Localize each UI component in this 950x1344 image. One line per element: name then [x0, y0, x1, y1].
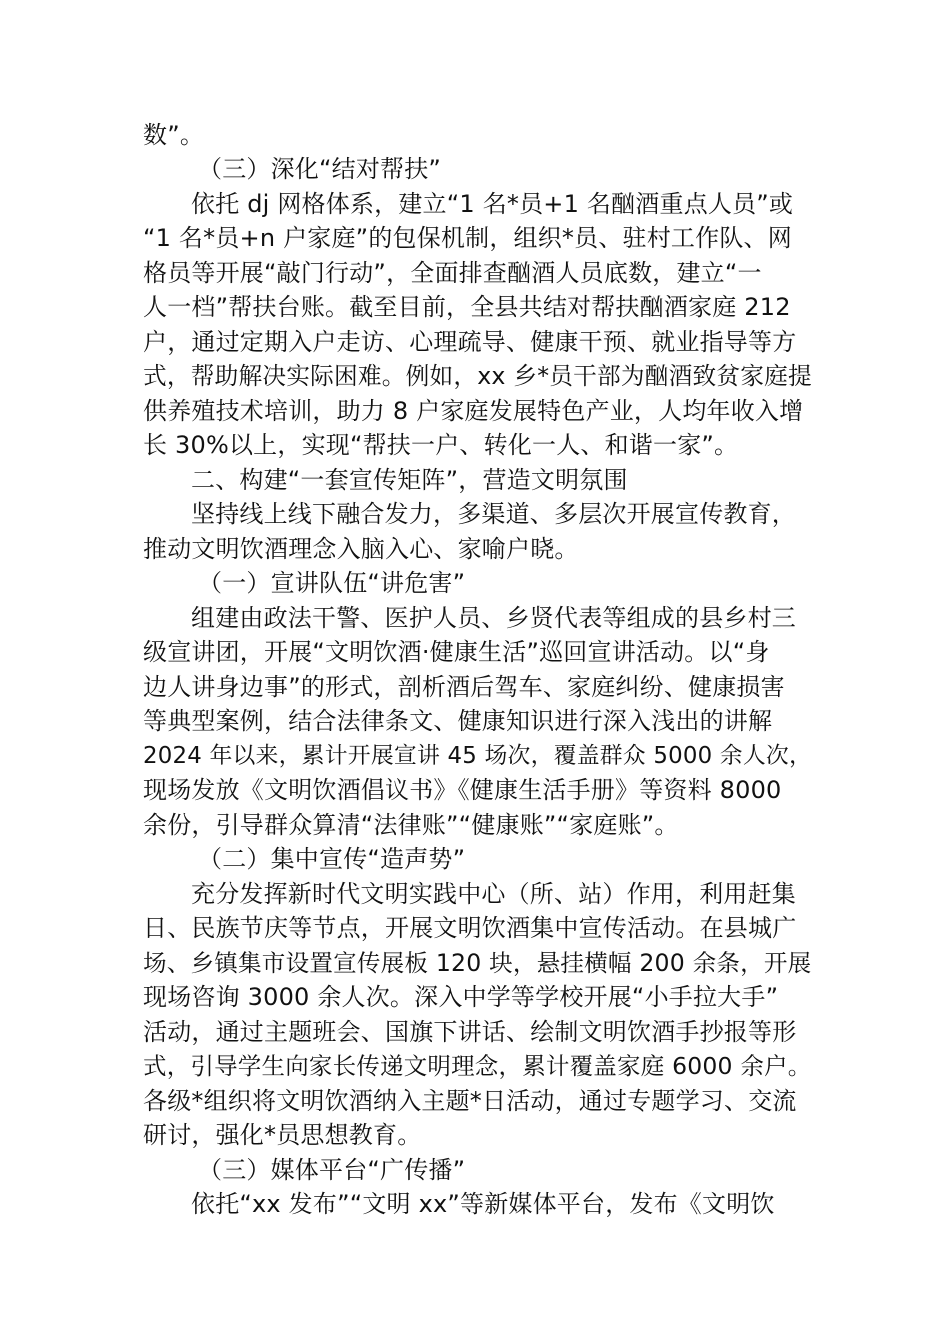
paragraph-line: 坚持线上线下融合发力，多渠道、多层次开展宣传教育， [191, 500, 796, 528]
paragraph-line: 各级*组织将文明饮酒纳入主题*日活动，通过专题学习、交流 [143, 1087, 797, 1115]
section-heading: （一）宣讲队伍“讲危害” [198, 569, 466, 597]
paragraph-line: 等典型案例，结合法律条文、健康知识进行深入浅出的讲解 [143, 707, 773, 735]
chapter-heading: 二、构建“一套宣传矩阵”，营造文明氛围 [191, 466, 628, 494]
paragraph-line: 数”。 [143, 121, 205, 149]
paragraph-line: 日、民族节庆等节点，开展文明饮酒集中宣传活动。在县城广 [143, 914, 797, 942]
paragraph-line: 活动，通过主题班会、国旗下讲话、绘制文明饮酒手抄报等形 [143, 1018, 797, 1046]
paragraph-line: 充分发挥新时代文明实践中心（所、站）作用，利用赶集 [191, 880, 796, 908]
paragraph-line: 户，通过定期入户走访、心理疏导、健康干预、就业指导等方 [143, 328, 797, 356]
section-heading: （二）集中宣传“造声势” [198, 845, 466, 873]
paragraph-line: 依托 dj 网格体系，建立“1 名*员+1 名酗酒重点人员”或 [191, 190, 794, 218]
paragraph-line: 2024 年以来，累计开展宣讲 45 场次，覆盖群众 5000 余人次， [143, 743, 813, 769]
section-heading: （三）媒体平台“广传播” [198, 1156, 466, 1184]
section-heading: （三）深化“结对帮扶” [198, 155, 442, 183]
paragraph-line: 人一档”帮扶台账。截至目前，全县共结对帮扶酗酒家庭 212 [143, 293, 791, 321]
paragraph-line: 供养殖技术培训，助力 8 户家庭发展特色产业，人均年收入增 [143, 397, 804, 425]
paragraph-line: 式，引导学生向家长传递文明理念，累计覆盖家庭 6000 余户。 [143, 1052, 812, 1080]
paragraph-line: 格员等开展“敲门行动”，全面排查酗酒人员底数，建立“一 [143, 259, 762, 287]
paragraph-line: 式，帮助解决实际困难。例如，xx 乡*员干部为酗酒致贫家庭提 [143, 362, 812, 390]
paragraph-line: 余份，引导群众算清“法律账”“健康账”“家庭账”。 [143, 811, 679, 839]
paragraph-line: 现场咨询 3000 余人次。深入中学等学校开展“小手拉大手” [143, 983, 779, 1011]
paragraph-line: “1 名*员+n 户家庭”的包保机制，组织*员、驻村工作队、网 [143, 224, 792, 252]
paragraph-line: 级宣讲团，开展“文明饮酒·健康生活”巡回宣讲活动。以“身 [143, 638, 770, 666]
paragraph-line: 研讨，强化*员思想教育。 [143, 1121, 422, 1149]
paragraph-line: 推动文明饮酒理念入脑入心、家喻户晓。 [143, 535, 579, 563]
paragraph-line: 长 30%以上，实现“帮扶一户、转化一人、和谐一家”。 [143, 431, 739, 459]
paragraph-line: 依托“xx 发布”“文明 xx”等新媒体平台，发布《文明饮 [191, 1190, 775, 1218]
paragraph-line: 现场发放《文明饮酒倡议书》《健康生活手册》等资料 8000 [143, 776, 782, 804]
paragraph-line: 场、乡镇集市设置宣传展板 120 块，悬挂横幅 200 余条，开展 [143, 949, 812, 977]
paragraph-line: 边人讲身边事”的形式，剖析酒后驾车、家庭纠纷、健康损害 [143, 673, 785, 701]
paragraph-line: 组建由政法干警、医护人员、乡贤代表等组成的县乡村三 [191, 604, 796, 632]
